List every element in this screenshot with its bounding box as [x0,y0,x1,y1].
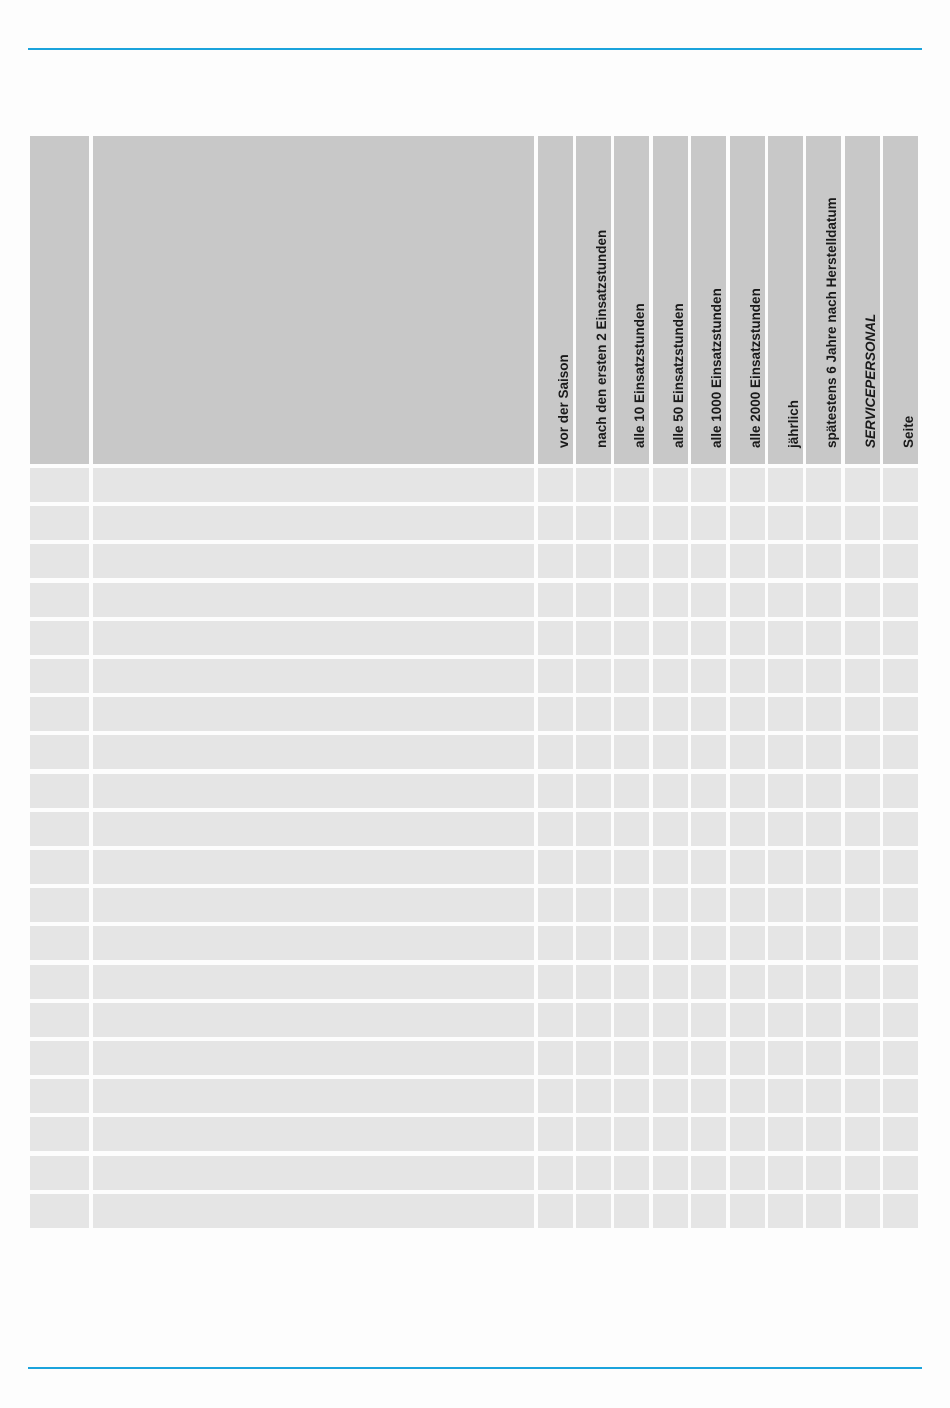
checkbox-cell[interactable] [614,850,649,884]
checkbox-cell[interactable] [730,1156,765,1190]
checkbox-cell[interactable] [806,735,841,769]
number-cell [30,697,89,731]
number-cell [30,506,89,540]
header-interval-cell [691,136,726,464]
checkbox-cell[interactable] [691,544,726,578]
checkbox-cell[interactable] [883,965,918,999]
checkbox-cell[interactable] [614,1003,649,1037]
checkbox-cell[interactable] [883,1041,918,1075]
checkbox-cell[interactable] [691,621,726,655]
checkbox-cell[interactable] [883,468,918,502]
checkbox-cell[interactable] [653,812,688,846]
checkbox-cell[interactable] [768,812,803,846]
number-cell [30,659,89,693]
checkbox-cell[interactable] [845,965,880,999]
header-number-cell [30,136,89,464]
checkbox-cell[interactable] [653,850,688,884]
column-label: alle 2000 Einsatzstunden [747,288,763,448]
checkbox-cell[interactable] [845,1041,880,1075]
checkbox-cell[interactable] [730,1194,765,1228]
number-cell [30,1156,89,1190]
column-label: nach den ersten 2 Einsatzstunden [593,229,609,448]
checkbox-cell[interactable] [730,888,765,922]
description-cell [93,774,534,808]
checkbox-cell[interactable] [576,812,611,846]
column-label: SERVICEPERSONAL [862,313,878,448]
checkbox-cell[interactable] [614,735,649,769]
checkbox-cell[interactable] [538,735,573,769]
checkbox-cell[interactable] [806,697,841,731]
checkbox-cell[interactable] [691,583,726,617]
checkbox-cell[interactable] [768,697,803,731]
checkbox-cell[interactable] [883,1194,918,1228]
header-description-cell [93,136,534,464]
checkbox-cell[interactable] [691,1117,726,1151]
checkbox-cell[interactable] [538,697,573,731]
checkbox-cell[interactable] [806,888,841,922]
description-cell [93,1156,534,1190]
checkbox-cell[interactable] [538,1156,573,1190]
checkbox-cell[interactable] [845,735,880,769]
checkbox-cell[interactable] [768,583,803,617]
checkbox-cell[interactable] [614,468,649,502]
checkbox-cell[interactable] [653,1079,688,1113]
checkbox-cell[interactable] [653,1194,688,1228]
checkbox-cell[interactable] [730,621,765,655]
checkbox-cell[interactable] [730,468,765,502]
checkbox-cell[interactable] [576,1194,611,1228]
description-cell [93,468,534,502]
checkbox-cell[interactable] [883,621,918,655]
checkbox-cell[interactable] [653,659,688,693]
description-cell [93,888,534,922]
number-cell [30,812,89,846]
checkbox-cell[interactable] [576,621,611,655]
checkbox-cell[interactable] [806,774,841,808]
checkbox-cell[interactable] [691,468,726,502]
checkbox-cell[interactable] [538,926,573,960]
checkbox-cell[interactable] [883,812,918,846]
description-cell [93,583,534,617]
description-cell [93,697,534,731]
checkbox-cell[interactable] [883,659,918,693]
checkbox-cell[interactable] [768,735,803,769]
checkbox-cell[interactable] [730,1079,765,1113]
checkbox-cell[interactable] [576,850,611,884]
checkbox-cell[interactable] [614,812,649,846]
checkbox-cell[interactable] [538,506,573,540]
checkbox-cell[interactable] [806,659,841,693]
checkbox-cell[interactable] [730,774,765,808]
top-rule [28,48,922,50]
checkbox-cell[interactable] [653,1041,688,1075]
checkbox-cell[interactable] [538,1117,573,1151]
column-label: Seite [900,415,916,448]
checkbox-cell[interactable] [576,1156,611,1190]
checkbox-cell[interactable] [883,850,918,884]
number-cell [30,468,89,502]
checkbox-cell[interactable] [538,544,573,578]
description-cell [93,544,534,578]
checkbox-cell[interactable] [614,965,649,999]
checkbox-cell[interactable] [653,965,688,999]
checkbox-cell[interactable] [576,1079,611,1113]
checkbox-cell[interactable] [576,774,611,808]
checkbox-cell[interactable] [653,735,688,769]
checkbox-cell[interactable] [576,926,611,960]
checkbox-cell[interactable] [883,1003,918,1037]
checkbox-cell[interactable] [691,735,726,769]
checkbox-cell[interactable] [806,1041,841,1075]
checkbox-cell[interactable] [845,1117,880,1151]
checkbox-cell[interactable] [768,659,803,693]
checkbox-cell[interactable] [730,965,765,999]
checkbox-cell[interactable] [576,468,611,502]
checkbox-cell[interactable] [806,1003,841,1037]
checkbox-cell[interactable] [806,468,841,502]
number-cell [30,1194,89,1228]
checkbox-cell[interactable] [614,888,649,922]
checkbox-cell[interactable] [768,965,803,999]
checkbox-cell[interactable] [614,583,649,617]
description-cell [93,1117,534,1151]
checkbox-cell[interactable] [730,544,765,578]
description-cell [93,926,534,960]
checkbox-cell[interactable] [653,926,688,960]
checkbox-cell[interactable] [845,1003,880,1037]
checkbox-cell[interactable] [538,659,573,693]
description-cell [93,735,534,769]
checkbox-cell[interactable] [883,506,918,540]
checkbox-cell[interactable] [730,583,765,617]
checkbox-cell[interactable] [845,1156,880,1190]
checkbox-cell[interactable] [576,583,611,617]
checkbox-cell[interactable] [845,1079,880,1113]
number-cell [30,1117,89,1151]
checkbox-cell[interactable] [614,621,649,655]
checkbox-cell[interactable] [883,774,918,808]
description-cell [93,1041,534,1075]
checkbox-cell[interactable] [653,1156,688,1190]
checkbox-cell[interactable] [614,1194,649,1228]
header-interval-cell [883,136,918,464]
description-cell [93,1079,534,1113]
checkbox-cell[interactable] [806,1156,841,1190]
checkbox-cell[interactable] [614,1041,649,1075]
checkbox-cell[interactable] [538,621,573,655]
checkbox-cell[interactable] [576,506,611,540]
checkbox-cell[interactable] [538,1003,573,1037]
checkbox-cell[interactable] [614,1117,649,1151]
checkbox-cell[interactable] [768,544,803,578]
checkbox-cell[interactable] [883,1156,918,1190]
checkbox-cell[interactable] [653,774,688,808]
header-interval-cell [806,136,841,464]
description-cell [93,1003,534,1037]
checkbox-cell[interactable] [845,926,880,960]
checkbox-cell[interactable] [691,888,726,922]
header-interval-cell [614,136,649,464]
checkbox-cell[interactable] [845,888,880,922]
checkbox-cell[interactable] [845,850,880,884]
checkbox-cell[interactable] [691,1079,726,1113]
checkbox-cell[interactable] [768,1079,803,1113]
checkbox-cell[interactable] [768,468,803,502]
checkbox-cell[interactable] [845,621,880,655]
checkbox-cell[interactable] [845,1194,880,1228]
checkbox-cell[interactable] [730,735,765,769]
checkbox-cell[interactable] [538,583,573,617]
number-cell [30,1003,89,1037]
checkbox-cell[interactable] [768,850,803,884]
checkbox-cell[interactable] [768,926,803,960]
checkbox-cell[interactable] [730,697,765,731]
header-interval-cell [538,136,573,464]
checkbox-cell[interactable] [806,621,841,655]
checkbox-cell[interactable] [845,468,880,502]
checkbox-cell[interactable] [883,1117,918,1151]
checkbox-cell[interactable] [691,697,726,731]
checkbox-cell[interactable] [883,735,918,769]
description-cell [93,850,534,884]
checkbox-cell[interactable] [614,659,649,693]
checkbox-cell[interactable] [768,1194,803,1228]
checkbox-cell[interactable] [883,544,918,578]
checkbox-cell[interactable] [730,926,765,960]
checkbox-cell[interactable] [538,888,573,922]
checkbox-cell[interactable] [653,1117,688,1151]
checkbox-cell[interactable] [883,697,918,731]
checkbox-cell[interactable] [614,1079,649,1113]
checkbox-cell[interactable] [768,1041,803,1075]
checkbox-cell[interactable] [614,1156,649,1190]
checkbox-cell[interactable] [614,506,649,540]
checkbox-cell[interactable] [730,1117,765,1151]
checkbox-cell[interactable] [806,965,841,999]
column-label: alle 50 Einsatzstunden [670,303,686,448]
checkbox-cell[interactable] [614,544,649,578]
number-cell [30,735,89,769]
checkbox-cell[interactable] [883,583,918,617]
number-cell [30,544,89,578]
checkbox-cell[interactable] [653,888,688,922]
checkbox-cell[interactable] [768,888,803,922]
bottom-rule [28,1367,922,1369]
description-cell [93,506,534,540]
checkbox-cell[interactable] [768,1003,803,1037]
checkbox-cell[interactable] [883,926,918,960]
checkbox-cell[interactable] [653,1003,688,1037]
checkbox-cell[interactable] [653,468,688,502]
number-cell [30,583,89,617]
checkbox-cell[interactable] [806,1079,841,1113]
checkbox-cell[interactable] [845,583,880,617]
description-cell [93,659,534,693]
header-interval-cell [768,136,803,464]
checkbox-cell[interactable] [806,1117,841,1151]
checkbox-cell[interactable] [653,697,688,731]
checkbox-cell[interactable] [538,850,573,884]
column-label: jährlich [785,399,801,448]
column-label: spätestens 6 Jahre nach Herstelldatum [823,197,839,448]
checkbox-cell[interactable] [653,583,688,617]
checkbox-cell[interactable] [538,1194,573,1228]
checkbox-cell[interactable] [691,926,726,960]
checkbox-cell[interactable] [653,621,688,655]
checkbox-cell[interactable] [691,506,726,540]
checkbox-cell[interactable] [538,1041,573,1075]
checkbox-cell[interactable] [691,659,726,693]
checkbox-cell[interactable] [691,1194,726,1228]
checkbox-cell[interactable] [883,1079,918,1113]
number-cell [30,850,89,884]
checkbox-cell[interactable] [576,1117,611,1151]
column-label: vor der Saison [555,354,571,448]
checkbox-cell[interactable] [768,774,803,808]
checkbox-cell[interactable] [614,774,649,808]
checkbox-cell[interactable] [576,1003,611,1037]
checkbox-cell[interactable] [691,1003,726,1037]
column-label: alle 1000 Einsatzstunden [708,288,724,448]
checkbox-cell[interactable] [653,544,688,578]
description-cell [93,621,534,655]
checkbox-cell[interactable] [730,506,765,540]
number-cell [30,1079,89,1113]
description-cell [93,1194,534,1228]
checkbox-cell[interactable] [730,812,765,846]
checkbox-cell[interactable] [691,774,726,808]
checkbox-cell[interactable] [845,812,880,846]
checkbox-cell[interactable] [691,965,726,999]
checkbox-cell[interactable] [538,468,573,502]
checkbox-cell[interactable] [614,926,649,960]
checkbox-cell[interactable] [691,1041,726,1075]
number-cell [30,888,89,922]
checkbox-cell[interactable] [806,850,841,884]
checkbox-cell[interactable] [730,850,765,884]
checkbox-cell[interactable] [691,850,726,884]
checkbox-cell[interactable] [768,506,803,540]
checkbox-cell[interactable] [806,812,841,846]
checkbox-cell[interactable] [768,1156,803,1190]
checkbox-cell[interactable] [730,659,765,693]
checkbox-cell[interactable] [730,1003,765,1037]
checkbox-cell[interactable] [883,888,918,922]
header-interval-cell [653,136,688,464]
checkbox-cell[interactable] [576,888,611,922]
checkbox-cell[interactable] [730,1041,765,1075]
checkbox-cell[interactable] [845,659,880,693]
checkbox-cell[interactable] [845,544,880,578]
description-cell [93,965,534,999]
checkbox-cell[interactable] [576,965,611,999]
checkbox-cell[interactable] [845,697,880,731]
checkbox-cell[interactable] [653,506,688,540]
number-cell [30,1041,89,1075]
number-cell [30,926,89,960]
description-cell [93,812,534,846]
checkbox-cell[interactable] [768,1117,803,1151]
checkbox-cell[interactable] [576,659,611,693]
checkbox-cell[interactable] [576,735,611,769]
checkbox-cell[interactable] [768,621,803,655]
number-cell [30,774,89,808]
checkbox-cell[interactable] [576,697,611,731]
checkbox-cell[interactable] [845,506,880,540]
header-interval-cell [845,136,880,464]
checkbox-cell[interactable] [806,926,841,960]
number-cell [30,621,89,655]
checkbox-cell[interactable] [538,774,573,808]
checkbox-cell[interactable] [576,1041,611,1075]
checkbox-cell[interactable] [614,697,649,731]
checkbox-cell[interactable] [538,965,573,999]
checkbox-cell[interactable] [806,544,841,578]
checkbox-cell[interactable] [806,583,841,617]
checkbox-cell[interactable] [576,544,611,578]
checkbox-cell[interactable] [691,812,726,846]
checkbox-cell[interactable] [538,1079,573,1113]
number-cell [30,965,89,999]
checkbox-cell[interactable] [845,774,880,808]
header-interval-cell [730,136,765,464]
header-interval-cell [576,136,611,464]
column-label: alle 10 Einsatzstunden [631,303,647,448]
checkbox-cell[interactable] [806,506,841,540]
checkbox-cell[interactable] [538,812,573,846]
checkbox-cell[interactable] [806,1194,841,1228]
checkbox-cell[interactable] [691,1156,726,1190]
